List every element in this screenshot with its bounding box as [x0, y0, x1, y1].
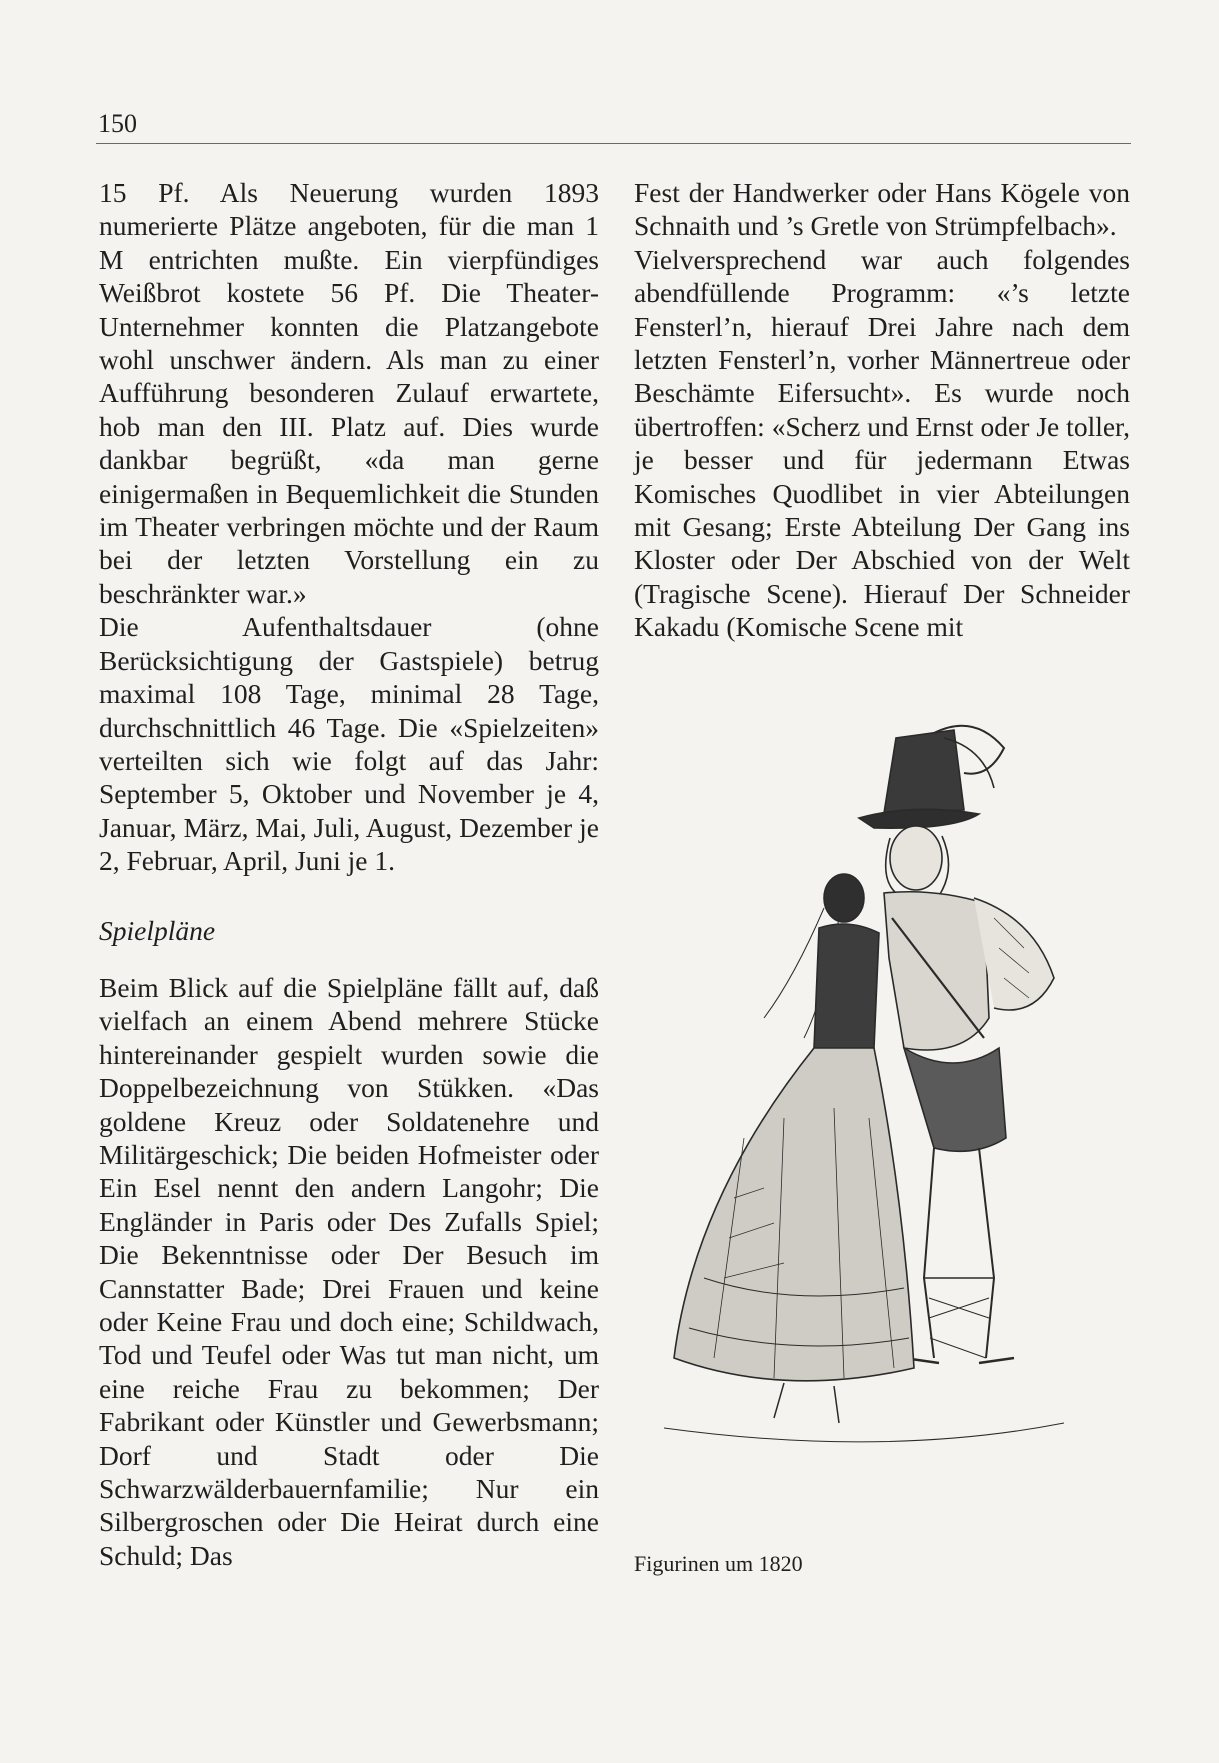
section-gap [99, 878, 599, 914]
section-heading: Spielpläne [99, 914, 216, 946]
paragraph-festival: Fest der Handwerker oder Hans Kögele von Schnaith und ’s Gretle von Strümpfelbach». [634, 177, 1130, 242]
figure-caption: Figurinen um 1820 [634, 1551, 803, 1576]
right-column [634, 176, 1130, 644]
page-number: 150 [98, 109, 137, 138]
heading-gap [99, 947, 599, 971]
paragraph-duration: Die Aufenthaltsdauer (ohne Berücksichtigung der Gastspiele) betrug maximal 108 Tage, minimal 28 Tage, durchschnittlich 46 Tage. Die «Spielzeiten» verteilten sich wie folgt auf das Jahr: September 5, Oktober und November je 4, Januar, März, Mai, Juli, August, Dezember je 2, Februar, April, Juni je 1. [99, 611, 599, 877]
engraving-couple-icon [634, 718, 1130, 1548]
engraving-illustration [634, 718, 1130, 1548]
paragraph-program: Vielversprechend war auch folgendes abendfüllende Programm: «’s letzte Fensterl’n, hierauf Drei Jahre nach dem letzten Fensterl’n, vorher Männertreue oder Beschämte Eifersucht». Es wurde noch übertroffen: «Scherz und Ernst oder Je toller, je besser und für jedermann Etwas Komisches Quodlibet in vier Abteilungen mit Gesang; Erste Abteilung Der Gang ins Kloster oder Der Abschied von der Welt (Tragische Scene). Hierauf Der Schneider Kakadu (Komische Scene mit [634, 243, 1130, 643]
paragraph-playbills: Beim Blick auf die Spielpläne fällt auf, daß vielfach an einem Abend mehrere Stücke hintereinander gespielt wurden sowie die Doppelbezeichnung von Stükken. «Das goldene Kreuz oder Soldatenehre und Militärgeschick; Die beiden Hofmeister oder Ein Esel nennt den andern Langohr; Die Engländer in Paris oder Des Zufalls Spiel; Die Bekenntnisse oder Der Besuch im Cannstatter Bade; Drei Frauen und keine oder Keine Frau und doch eine; Schildwach, Tod und Teufel oder Was tut man nicht, um eine reiche Frau zu bekommen; Der Fabrikant oder Künstler und Gewerbsmann; Dorf und Stadt oder Die Schwarzwälderbauernfamilie; Nur ein Silbergroschen oder Die Heirat durch eine Schuld; Das [99, 971, 599, 1571]
header-rule [96, 143, 1131, 144]
paragraph-prices: 15 Pf. Als Neuerung wurden 1893 numerierte Plätze angeboten, für die man 1 M entrichten mußte. Ein vierpfündiges Weißbrot kostete 56 Pf. Die Theater-Unternehmer konnten die Platzangebote wohl unschwer ändern. Als man zu einer Aufführung besonderen Zulauf erwartete, hob man den III. Platz auf. Dies wurde dankbar begrüßt, «da man gerne einigermaßen in Bequemlichkeit die Stunden im Theater verbringen möchte und der Raum bei der letzten Vorstellung ein zu beschränkter war.» [99, 177, 599, 609]
left-column [99, 176, 599, 1572]
